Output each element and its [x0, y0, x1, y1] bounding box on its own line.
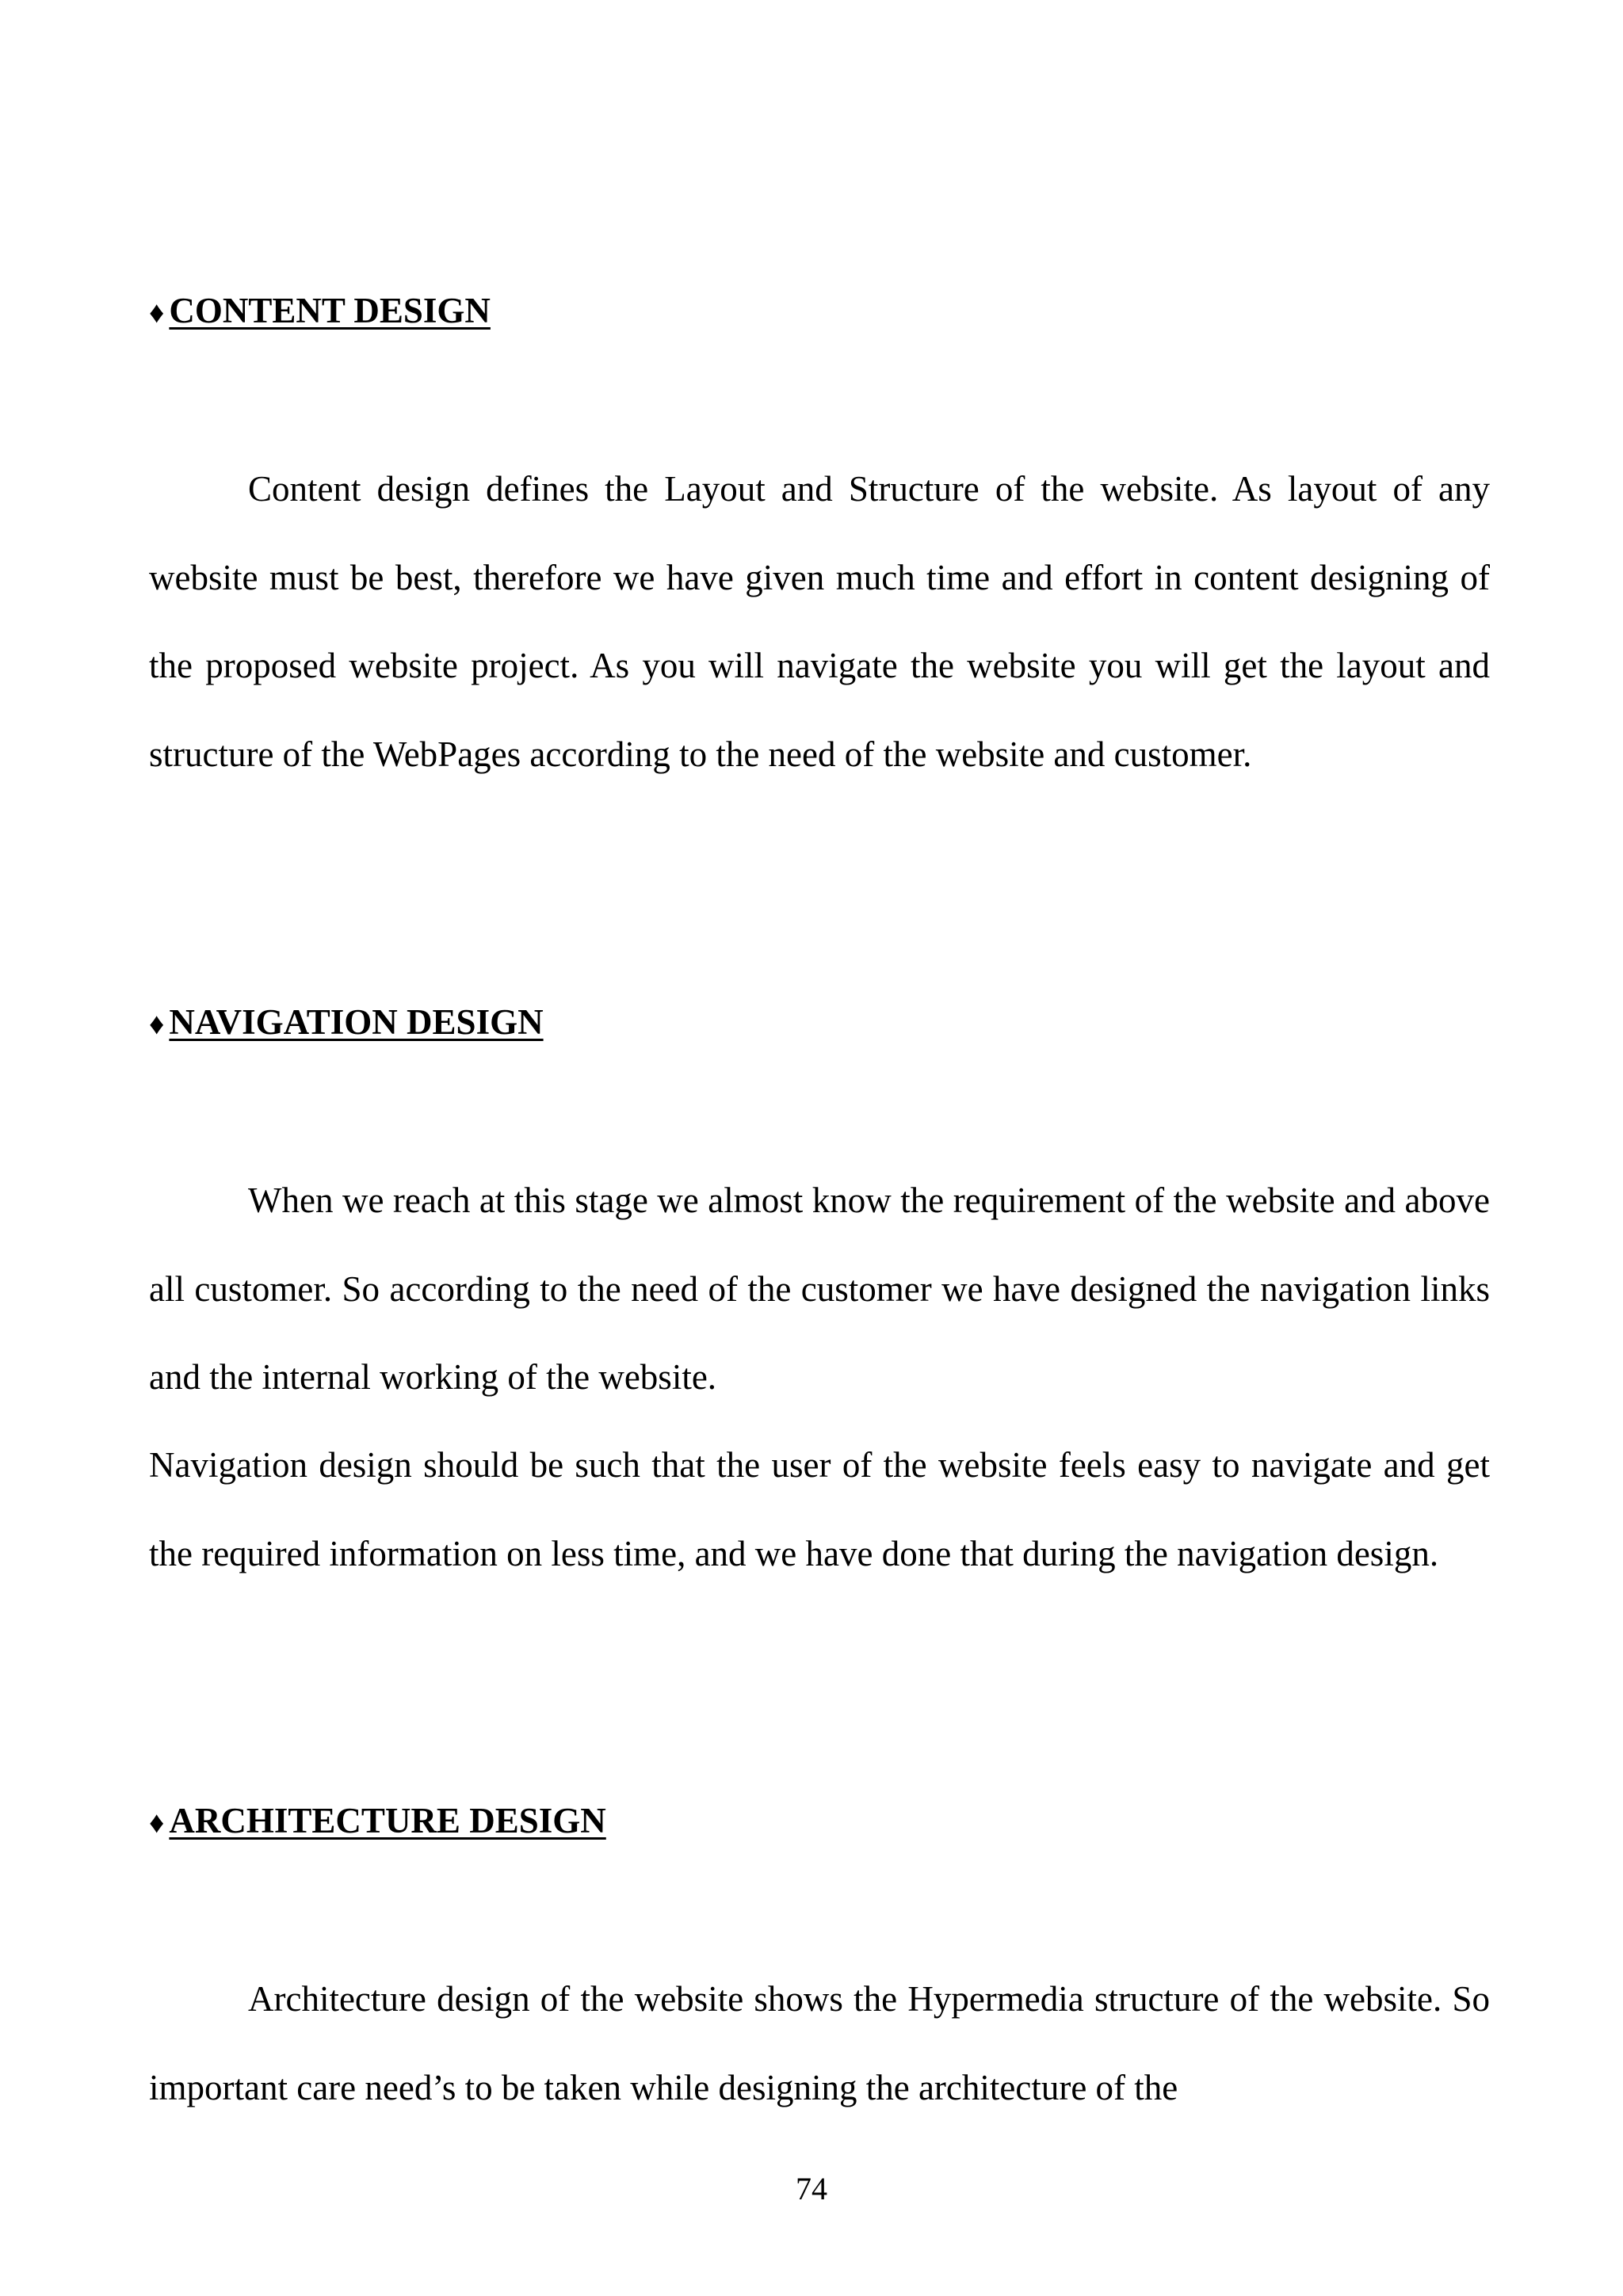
section-heading-content-design [149, 288, 491, 335]
navigation-design-paragraph-1: When we reach at this stage we almost know the requirement of the website and above all customer. So according to the need of the customer we have designed the navigation links and the internal working of the website. [149, 1180, 1490, 1397]
section-heading-architecture-design [149, 1798, 606, 1845]
section-heading-navigation-design [149, 1000, 544, 1047]
content-design-paragraph: Content design defines the Layout and Structure of the website. As layout of any website must be best, therefore we have given much time and effort in content designing of the proposed website project. As you will navigate the website you will get the layout and structure of the WebPages according to the need of the website and customer. [149, 469, 1490, 774]
architecture-design-paragraph: Architecture design of the website shows the Hypermedia structure of the website. So important care need’s to be taken while designing the architecture of the [149, 1979, 1490, 2107]
navigation-design-paragraph-2: Navigation design should be such that the user of the website feels easy to navigate and get the required information on less time, and we have done that during the navigation design. [149, 1445, 1490, 1573]
diamond-bullet-icon: ♦ [149, 1806, 165, 1840]
page-number: 74 [796, 2171, 827, 2206]
diamond-bullet-icon: ♦ [149, 1008, 165, 1041]
heading-text: ARCHITECTURE DESIGN [169, 1801, 606, 1840]
heading-text: NAVIGATION DESIGN [169, 1002, 544, 1042]
heading-text: CONTENT DESIGN [169, 291, 491, 330]
diamond-bullet-icon: ♦ [149, 296, 165, 330]
